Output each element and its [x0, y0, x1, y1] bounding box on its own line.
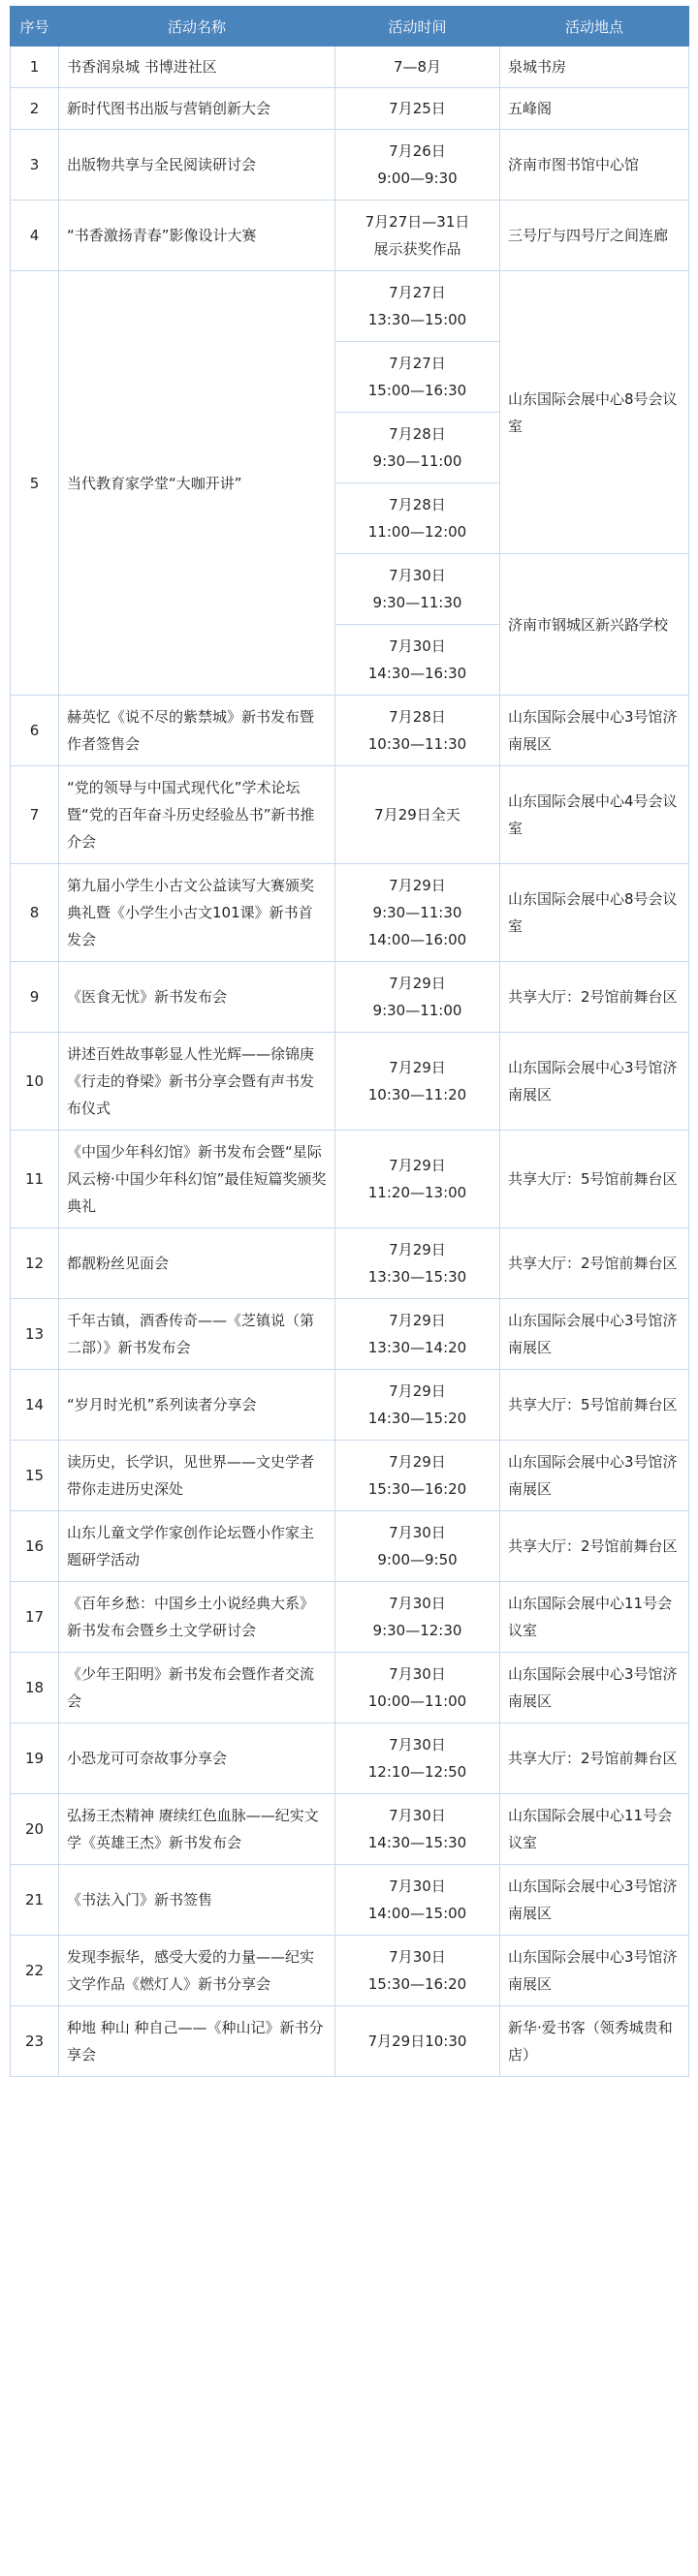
table-row: [11, 47, 689, 88]
time-cell: [335, 1370, 500, 1441]
time-cell: [335, 625, 500, 696]
row-number: 18: [11, 1653, 59, 1723]
activity-place: 共享大厅：2号馆前舞台区: [500, 962, 689, 1033]
time-line: 7月26日: [389, 142, 446, 160]
time-line: 7月30日: [389, 1665, 446, 1683]
table-row: [11, 88, 689, 130]
time-line: 展示获奖作品: [373, 240, 461, 258]
time-line: 9:30—11:30: [372, 594, 462, 611]
time-line: 7月28日: [389, 425, 446, 443]
time-line: 7月30日: [389, 1878, 446, 1895]
time-line: 14:00—16:00: [367, 931, 467, 948]
row-number: 7: [11, 766, 59, 864]
time-cell: [335, 962, 500, 1033]
activity-place: 山东国际会展中心3号馆济南展区: [500, 1653, 689, 1723]
time-line: 7月29日: [389, 877, 446, 894]
row-number: 15: [11, 1441, 59, 1511]
time-cell: [335, 1794, 500, 1865]
time-cell: [335, 88, 500, 130]
time-line: 7月27日—31日: [365, 213, 470, 231]
row-number: 2: [11, 88, 59, 130]
time-line: 13:30—15:00: [367, 311, 467, 328]
table-row: [11, 1936, 689, 2006]
activity-place: 山东国际会展中心3号馆济南展区: [500, 1299, 689, 1370]
activity-name: 小恐龙可可奈故事分享会: [59, 1723, 335, 1794]
time-cell: [335, 2006, 500, 2077]
activity-place: 新华·爱书客（领秀城贵和店）: [500, 2006, 689, 2077]
time-line: 14:30—15:30: [367, 1834, 467, 1851]
row-number: 4: [11, 201, 59, 271]
activity-place: 山东国际会展中心3号馆济南展区: [500, 1441, 689, 1511]
activity-name: 讲述百姓故事彰显人性光辉——徐锦庚《行走的脊梁》新书分享会暨有声书发布仪式: [59, 1033, 335, 1131]
time-line: 11:00—12:00: [367, 523, 467, 541]
time-line: 13:30—14:20: [367, 1339, 467, 1356]
time-line: 10:30—11:30: [367, 735, 467, 753]
activity-name: 《中国少年科幻馆》新书发布会暨“星际风云榜·中国少年科幻馆”最佳短篇奖颁奖典礼: [59, 1131, 335, 1228]
time-line: 7—8月: [393, 58, 442, 76]
activity-name: 出版物共享与全民阅读研讨会: [59, 130, 335, 201]
time-cell: [335, 1582, 500, 1653]
table-row: [11, 1794, 689, 1865]
time-line: 7月27日: [389, 284, 446, 301]
activity-name: 书香润泉城 书博进社区: [59, 47, 335, 88]
time-line: 7月28日: [389, 708, 446, 726]
time-cell: [335, 1865, 500, 1936]
row-number: 9: [11, 962, 59, 1033]
table-row: [11, 1653, 689, 1723]
time-line: 7月30日: [389, 1736, 446, 1754]
activity-name: 种地 种山 种自己——《种山记》新书分享会: [59, 2006, 335, 2077]
time-cell: [335, 1723, 500, 1794]
table-row: [11, 1131, 689, 1228]
activity-name: 读历史，长学识，见世界——文史学者带你走进历史深处: [59, 1441, 335, 1511]
activity-place: 共享大厅：2号馆前舞台区: [500, 1228, 689, 1299]
table-row: [11, 1228, 689, 1299]
time-line: 9:00—9:30: [377, 170, 458, 187]
row-number: 5: [11, 271, 59, 696]
row-number: 23: [11, 2006, 59, 2077]
row-number: 1: [11, 47, 59, 88]
header-place: 活动地点: [500, 7, 689, 47]
activity-place: 济南市钢城区新兴路学校: [500, 554, 689, 696]
activity-name: 第九届小学生小古文公益读写大赛颁奖典礼暨《小学生小古文101课》新书首发会: [59, 864, 335, 962]
row-number: 22: [11, 1936, 59, 2006]
time-line: 7月30日: [389, 1595, 446, 1612]
time-line: 7月29日: [389, 1241, 446, 1258]
activity-name: 弘扬王杰精神 赓续红色血脉——纪实文学《英雄王杰》新书发布会: [59, 1794, 335, 1865]
activity-name: 《书法入门》新书签售: [59, 1865, 335, 1936]
time-line: 7月29日: [389, 1312, 446, 1329]
time-line: 10:30—11:20: [367, 1086, 467, 1103]
time-line: 15:30—16:20: [367, 1480, 467, 1498]
time-cell: [335, 1299, 500, 1370]
activity-place: 山东国际会展中心11号会议室: [500, 1582, 689, 1653]
row-number: 6: [11, 696, 59, 766]
time-line: 7月30日: [389, 637, 446, 655]
row-number: 12: [11, 1228, 59, 1299]
table-row: [11, 1582, 689, 1653]
time-line: 9:30—12:30: [372, 1622, 462, 1639]
row-number: 11: [11, 1131, 59, 1228]
time-cell: [335, 554, 500, 625]
activity-place: 共享大厅：2号馆前舞台区: [500, 1723, 689, 1794]
row-number: 8: [11, 864, 59, 962]
activity-name: “岁月时光机”系列读者分享会: [59, 1370, 335, 1441]
row-number: 10: [11, 1033, 59, 1131]
activity-place: 山东国际会展中心3号馆济南展区: [500, 1865, 689, 1936]
row-number: 14: [11, 1370, 59, 1441]
header-name: 活动名称: [59, 7, 335, 47]
time-cell: [335, 1131, 500, 1228]
table-row: [11, 1299, 689, 1370]
time-cell: [335, 1511, 500, 1582]
row-number: 16: [11, 1511, 59, 1582]
table-row: [11, 962, 689, 1033]
time-line: 7月29日10:30: [367, 2033, 467, 2050]
row-number: 17: [11, 1582, 59, 1653]
time-cell: [335, 47, 500, 88]
time-cell: [335, 271, 500, 342]
time-line: 7月29日: [389, 1157, 446, 1174]
activity-place: 山东国际会展中心4号会议室: [500, 766, 689, 864]
time-line: 13:30—15:30: [367, 1268, 467, 1286]
table-header: [11, 7, 689, 47]
activity-place: 山东国际会展中心3号馆济南展区: [500, 1936, 689, 2006]
activity-place: 共享大厅：5号馆前舞台区: [500, 1131, 689, 1228]
row-number: 19: [11, 1723, 59, 1794]
time-line: 7月29日: [389, 975, 446, 992]
time-line: 7月30日: [389, 567, 446, 584]
time-line: 14:00—15:00: [367, 1905, 467, 1922]
time-line: 12:10—12:50: [367, 1763, 467, 1781]
activity-place: 五峰阁: [500, 88, 689, 130]
time-line: 9:30—11:30: [372, 904, 462, 921]
time-cell: [335, 1936, 500, 2006]
activity-name: 新时代图书出版与营销创新大会: [59, 88, 335, 130]
table-row: [11, 1511, 689, 1582]
time-cell: [335, 1441, 500, 1511]
table-row: [11, 1723, 689, 1794]
activity-name: 千年古镇，酒香传奇——《芝镇说（第二部）》新书发布会: [59, 1299, 335, 1370]
row-number: 21: [11, 1865, 59, 1936]
time-cell: [335, 413, 500, 483]
table-row: [11, 1865, 689, 1936]
table-row: [11, 766, 689, 864]
time-line: 9:30—11:00: [372, 452, 462, 470]
time-line: 7月30日: [389, 1807, 446, 1824]
row-number: 3: [11, 130, 59, 201]
time-line: 7月25日: [389, 100, 446, 117]
activity-name: 都靓粉丝见面会: [59, 1228, 335, 1299]
time-line: 15:30—16:20: [367, 1975, 467, 1993]
table-row: [11, 1033, 689, 1131]
activity-place: 山东国际会展中心8号会议室: [500, 864, 689, 962]
activity-name: 《医食无忧》新书发布会: [59, 962, 335, 1033]
activity-name: “党的领导与中国式现代化”学术论坛暨“党的百年奋斗历史经验丛书”新书推介会: [59, 766, 335, 864]
time-cell: [335, 696, 500, 766]
activity-place: 共享大厅：2号馆前舞台区: [500, 1511, 689, 1582]
time-cell: [335, 130, 500, 201]
time-line: 7月30日: [389, 1524, 446, 1541]
row-number: 13: [11, 1299, 59, 1370]
time-line: 14:30—16:30: [367, 665, 467, 682]
time-line: 7月28日: [389, 496, 446, 513]
activity-name: 发现李振华，感受大爱的力量——纪实文学作品《燃灯人》新书分享会: [59, 1936, 335, 2006]
time-line: 15:00—16:30: [367, 382, 467, 399]
time-line: 14:30—15:20: [367, 1410, 467, 1427]
time-cell: [335, 1228, 500, 1299]
time-line: 7月29日全天: [374, 806, 460, 823]
activity-name: 赫英忆《说不尽的紫禁城》新书发布暨作者签售会: [59, 696, 335, 766]
time-line: 7月27日: [389, 355, 446, 372]
activity-name: “书香激扬青春”影像设计大赛: [59, 201, 335, 271]
table-row: [11, 271, 689, 342]
table-row: [11, 696, 689, 766]
table-row: [11, 130, 689, 201]
activity-place: 三号厅与四号厅之间连廊: [500, 201, 689, 271]
time-cell: [335, 864, 500, 962]
header-no: 序号: [11, 7, 59, 47]
time-line: 10:00—11:00: [367, 1692, 467, 1710]
time-cell: [335, 1653, 500, 1723]
activity-place: 山东国际会展中心8号会议室: [500, 271, 689, 554]
time-cell: [335, 766, 500, 864]
activity-place: 共享大厅：5号馆前舞台区: [500, 1370, 689, 1441]
activity-name: 《少年王阳明》新书发布会暨作者交流会: [59, 1653, 335, 1723]
time-cell: [335, 342, 500, 413]
time-cell: [335, 483, 500, 554]
table-body: [11, 47, 689, 2077]
schedule-table: [10, 6, 689, 2077]
header-time: 活动时间: [335, 7, 500, 47]
time-line: 7月29日: [389, 1453, 446, 1471]
activity-place: 山东国际会展中心3号馆济南展区: [500, 696, 689, 766]
table-row: [11, 864, 689, 962]
activity-place: 山东国际会展中心11号会议室: [500, 1794, 689, 1865]
table-row: [11, 1441, 689, 1511]
time-line: 9:30—11:00: [372, 1002, 462, 1019]
activity-name: 山东儿童文学作家创作论坛暨小作家主题研学活动: [59, 1511, 335, 1582]
activity-name: 《百年乡愁：中国乡土小说经典大系》新书发布会暨乡土文学研讨会: [59, 1582, 335, 1653]
time-line: 7月29日: [389, 1382, 446, 1400]
time-line: 7月29日: [389, 1059, 446, 1076]
time-line: 9:00—9:50: [377, 1551, 458, 1568]
activity-place: 泉城书房: [500, 47, 689, 88]
activity-place: 济南市图书馆中心馆: [500, 130, 689, 201]
table-row: [11, 2006, 689, 2077]
table-row: [11, 201, 689, 271]
time-cell: [335, 201, 500, 271]
activity-place: 山东国际会展中心3号馆济南展区: [500, 1033, 689, 1131]
header-row: [11, 7, 689, 47]
time-cell: [335, 1033, 500, 1131]
activity-name: 当代教育家学堂“大咖开讲”: [59, 271, 335, 696]
time-line: 7月30日: [389, 1948, 446, 1966]
table-row: [11, 1370, 689, 1441]
row-number: 20: [11, 1794, 59, 1865]
time-line: 11:20—13:00: [367, 1184, 467, 1201]
